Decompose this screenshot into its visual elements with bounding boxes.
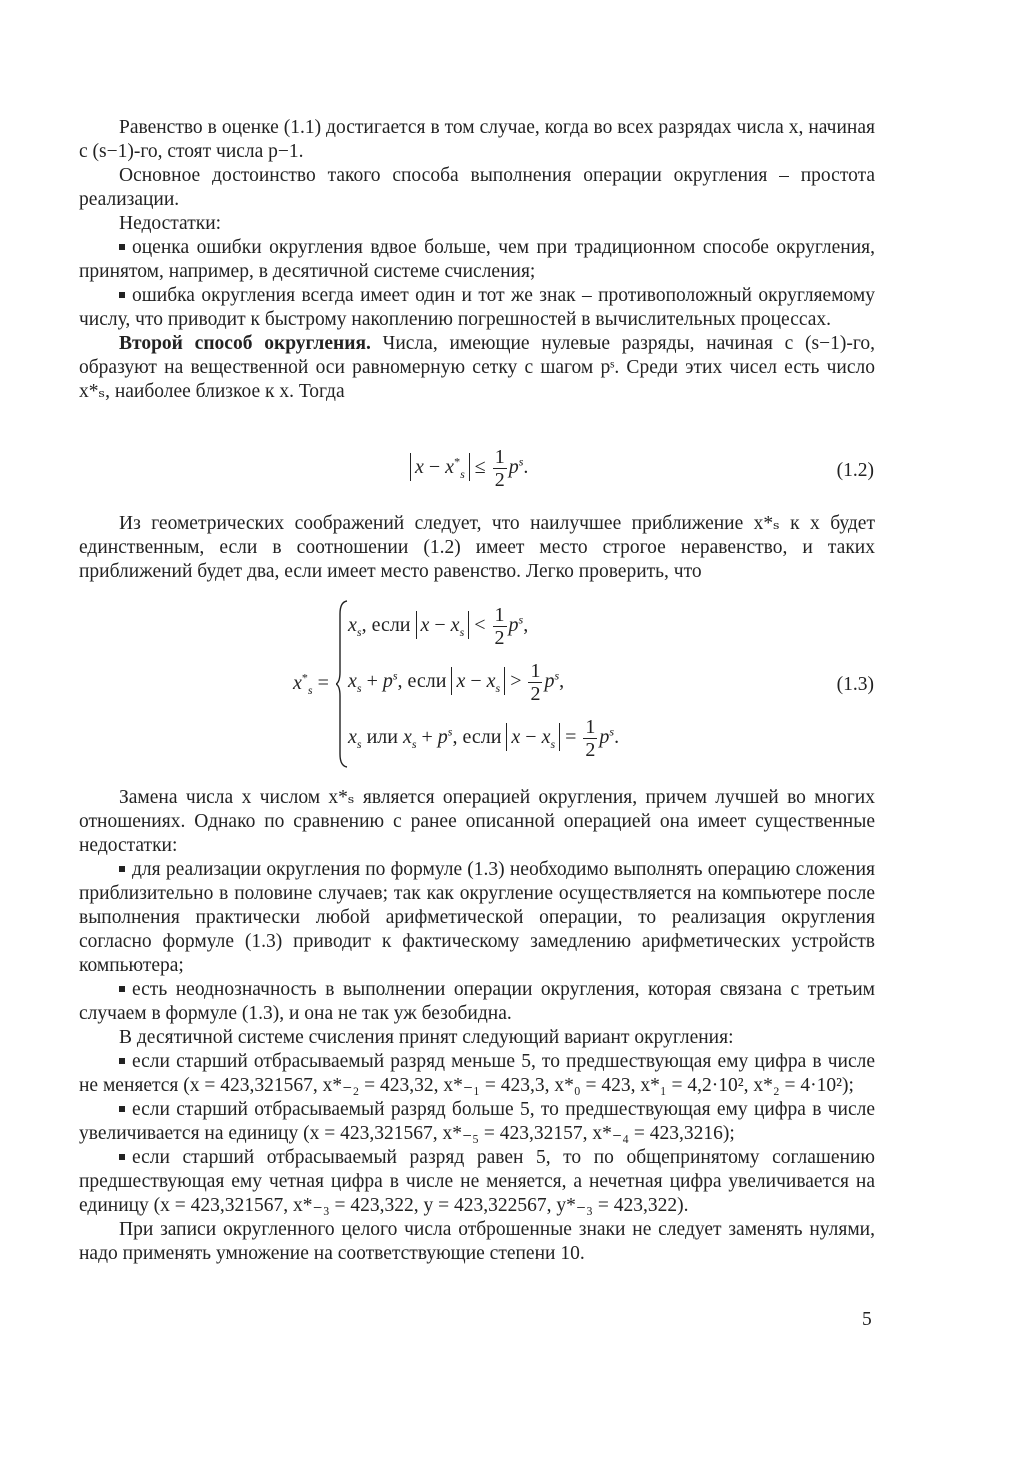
paragraph-5: Из геометрических соображений следует, что наилучшее приближение x*ₛ к x будет единственным, если в соотношении (1.2) имеет место строгое неравенство, и таких приближений будет два, если имеет место равенство. Легко проверить, что: [79, 513, 875, 582]
paragraph-2: Основное достоинство такого способа выполнения операции округления – простота реализации.: [79, 165, 875, 210]
bullet-marker: [119, 1106, 125, 1112]
paragraph-8: При записи округленного целого числа отброшенные знаки не следует заменять нулями, надо применять умножение на соответствующие степени 10.: [79, 1219, 875, 1264]
bullet-marker: [119, 986, 125, 992]
text-block-middle: [79, 512, 875, 584]
equation-number-1-3: (1.3): [836, 674, 874, 695]
page-number: 5: [862, 1309, 872, 1330]
equation-number-1-2: (1.2): [836, 460, 874, 481]
paragraph-7: В десятичной системе счисления принят следующий вариант округления:: [119, 1027, 734, 1048]
bullet-marker: [119, 1154, 125, 1160]
equation-case-1: $x_s$, если $x - x_s$ < $\frac{1}{2}$ $p^s$,: [348, 604, 529, 649]
bullet-marker: [119, 292, 125, 298]
bullet-7: если старший отбрасываемый разряд равен 5, то по общепринятому соглашению предшествующая ему четная цифра в числе не меняется, а нечетная цифра увеличивается на единицу (x = 423,321567, x*₋₃ = 423,322, y = 423,322567, y*₋₃ = 423,322).: [79, 1147, 875, 1216]
bullet-6: если старший отбрасываемый разряд больше 5, то предшествующая ему цифра в числе увеличивается на единицу (x = 423,321567, x*₋₅ = 423,32157, x*₋₄ = 423,3216);: [79, 1099, 875, 1144]
bullet-1: оценка ошибки округления вдвое больше, чем при традиционном способе округления, принятом, например, в десятичной системе счисления;: [79, 237, 875, 282]
bullet-marker: [119, 244, 125, 250]
equation-1-3-lhs: $x^*_s$ =: [293, 670, 329, 697]
bullet-3: для реализации округления по формуле (1.3) необходимо выполнять операцию сложения приблизительно в половине случаев; так как округление осуществляется на компьютере после выполнения практически любой арифметической операции, то реализация округления согласно формуле (1.3) приводит к фактическому замедлению арифметических устройств компьютера;: [79, 859, 875, 976]
bullet-5: если старший отбрасываемый разряд меньше 5, то предшествующая ему цифра в числе не меняется (x = 423,321567, x*₋₂ = 423,32, x*₋₁ = 423,3, x*₀ = 423, x*₁ = 4,2·10², x*₂ = 4·10²);: [79, 1051, 875, 1096]
bullet-marker: [119, 1058, 125, 1064]
text-block-bottom: [79, 786, 875, 1266]
bullet-2: ошибка округления всегда имеет один и тот же знак – противоположный округляемому числу, что приводит к быстрому накоплению погрешностей в вычислительных процессах.: [79, 285, 875, 330]
bullet-4: есть неоднозначность в выполнении операции округления, которая связана с третьим случаем в формуле (1.3), и она не так уж безобидна.: [79, 979, 875, 1024]
text-block-top: [79, 116, 875, 404]
paragraph-6: Замена числа x числом x*ₛ является операцией округления, причем лучшей во многих отношениях. Однако по сравнению с ранее описанной операцией она имеет существенные недостатки:: [79, 787, 875, 856]
bullet-marker: [119, 866, 125, 872]
left-brace-icon: [336, 600, 348, 768]
paragraph-3: Недостатки:: [119, 213, 222, 234]
equation-case-3: $x_s$ или $x_s + p^s$, если $x - x_s$ = $\frac{1}{2}$ $p^s$.: [348, 716, 620, 761]
paragraph-1: Равенство в оценке (1.1) достигается в том случае, когда во всех разрядах числа x, начиная с (s−1)-го, стоят числа p−1.: [79, 117, 875, 162]
paragraph-4: Второй способ округления. Числа, имеющие нулевые разряды, начиная с (s−1)-го, образуют на вещественной оси равномерную сетку с шагом pˢ. Среди этих чисел есть число x*ₛ, наиболее близкое к x. Тогда: [79, 333, 875, 402]
equation-case-2: $x_s + p^s$, если $x - x_s$ > $\frac{1}{2}$ $p^s$,: [348, 660, 565, 705]
equation-1-2: $x - x^*_s$ ≤ $\frac{1}{2}$ $p^s$.: [410, 446, 528, 491]
